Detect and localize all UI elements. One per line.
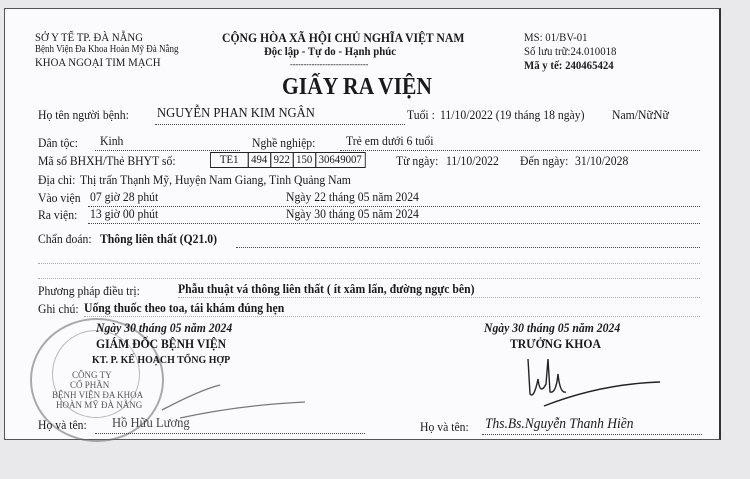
left-sign-subtitle: KT. P. KẾ HOẠCH TỔNG HỢP — [92, 354, 231, 366]
address: Thị trấn Thạnh Mỹ, Huyện Nam Giang, Tỉnh Quảng Nam — [80, 172, 351, 187]
stamp-text: BỆNH VIỆN ĐA KHOA — [52, 390, 144, 400]
right-sign-date: Ngày 30 tháng 05 năm 2024 — [484, 320, 621, 335]
discharge-time: 13 giờ 00 phút — [90, 206, 159, 221]
org-ministry: SỞ Y TẾ TP. ĐÀ NẴNG — [35, 30, 144, 44]
treatment: Phẫu thuật vá thông liên thất ( ít xâm lấn, đường ngực bên) — [178, 281, 475, 296]
archive-number: Số lưu trữ:24.010018 — [524, 44, 617, 58]
admission-date: Ngày 22 tháng 05 năm 2024 — [286, 189, 419, 204]
document-title: GIẤY RA VIỆN — [282, 74, 433, 100]
left-signer-name: Hồ Hữu Lương — [112, 416, 190, 431]
discharge-label: Ra viện: — [38, 207, 78, 222]
insurance-box: 494 — [248, 152, 271, 168]
left-sign-date: Ngày 30 tháng 05 năm 2024 — [96, 320, 233, 335]
address-label: Địa chỉ: — [38, 172, 76, 187]
valid-to: 31/10/2028 — [575, 153, 629, 168]
diagnosis-label: Chẩn đoán: — [38, 231, 92, 246]
job-label: Nghề nghiệp: — [252, 135, 316, 150]
left-name-label: Họ và tên: — [38, 417, 87, 432]
left-sign-title: GIÁM ĐỐC BỆNH VIỆN — [96, 336, 227, 351]
admission-label: Vào viện — [38, 190, 81, 205]
note: Uống thuốc theo toa, tái khám đúng hẹn — [84, 300, 285, 315]
diagnosis: Thông liên thất (Q21.0) — [100, 231, 218, 246]
admission-time: 07 giờ 28 phút — [90, 189, 159, 204]
treatment-label: Phương pháp điều trị: — [38, 283, 140, 298]
stamp-text: CÔNG TY — [72, 370, 112, 380]
discharge-date: Ngày 30 tháng 05 năm 2024 — [286, 206, 419, 221]
stamp-text: HOÀN MỸ ĐÀ NẴNG — [56, 400, 143, 410]
valid-from: 11/10/2022 — [446, 153, 499, 168]
right-signature-icon — [520, 354, 670, 412]
insurance-box: 922 — [270, 152, 293, 168]
job: Trẻ em dưới 6 tuổi — [346, 133, 434, 148]
insurance-number — [210, 152, 365, 168]
left-signature-icon — [160, 380, 310, 420]
insurance-box: TE1 — [210, 152, 248, 168]
right-name-label: Họ và tên: — [420, 419, 469, 434]
org-hospital: Bệnh Viện Đa Khoa Hoàn Mỹ Đà Nẵng — [35, 44, 179, 55]
nation-title: CỘNG HÒA XÃ HỘI CHỦ NGHĨA VIỆT NAM — [222, 30, 465, 45]
ethnic: Kinh — [100, 133, 124, 148]
right-signer-name: Ths.Bs.Nguyễn Thanh Hiền — [485, 416, 634, 432]
note-label: Ghi chú: — [38, 301, 79, 316]
medical-id: Mã y tế: 240465424 — [524, 58, 614, 72]
ethnic-label: Dân tộc: — [38, 135, 78, 150]
patient-name: NGUYỄN PHAN KIM NGÂN — [157, 106, 315, 121]
insurance-box: 30649007 — [315, 152, 365, 168]
stamp-text: CỔ PHẦN — [70, 380, 110, 390]
name-label: Họ tên người bệnh: — [38, 107, 129, 122]
insurance-box: 150 — [293, 152, 316, 168]
patient-age: 11/10/2022 (19 tháng 18 ngày) — [440, 107, 585, 122]
form-code: MS: 01/BV-01 — [524, 30, 588, 44]
org-department: KHOA NGOẠI TIM MẠCH — [35, 55, 161, 69]
right-sign-title: TRƯỞNG KHOA — [510, 336, 601, 351]
nation-motto: Độc lập - Tự do - Hạnh phúc — [264, 44, 397, 58]
insurance-label: Mã số BHXH/Thẻ BHYT số: — [38, 153, 176, 168]
from-label: Từ ngày: — [396, 153, 439, 168]
sex-label: Nam/Nữ: — [612, 107, 657, 122]
patient-sex: Nữ — [654, 107, 669, 122]
age-label: Tuổi : — [407, 107, 435, 122]
divider: ----------------------------- — [290, 59, 369, 69]
to-label: Đến ngày: — [520, 153, 569, 168]
